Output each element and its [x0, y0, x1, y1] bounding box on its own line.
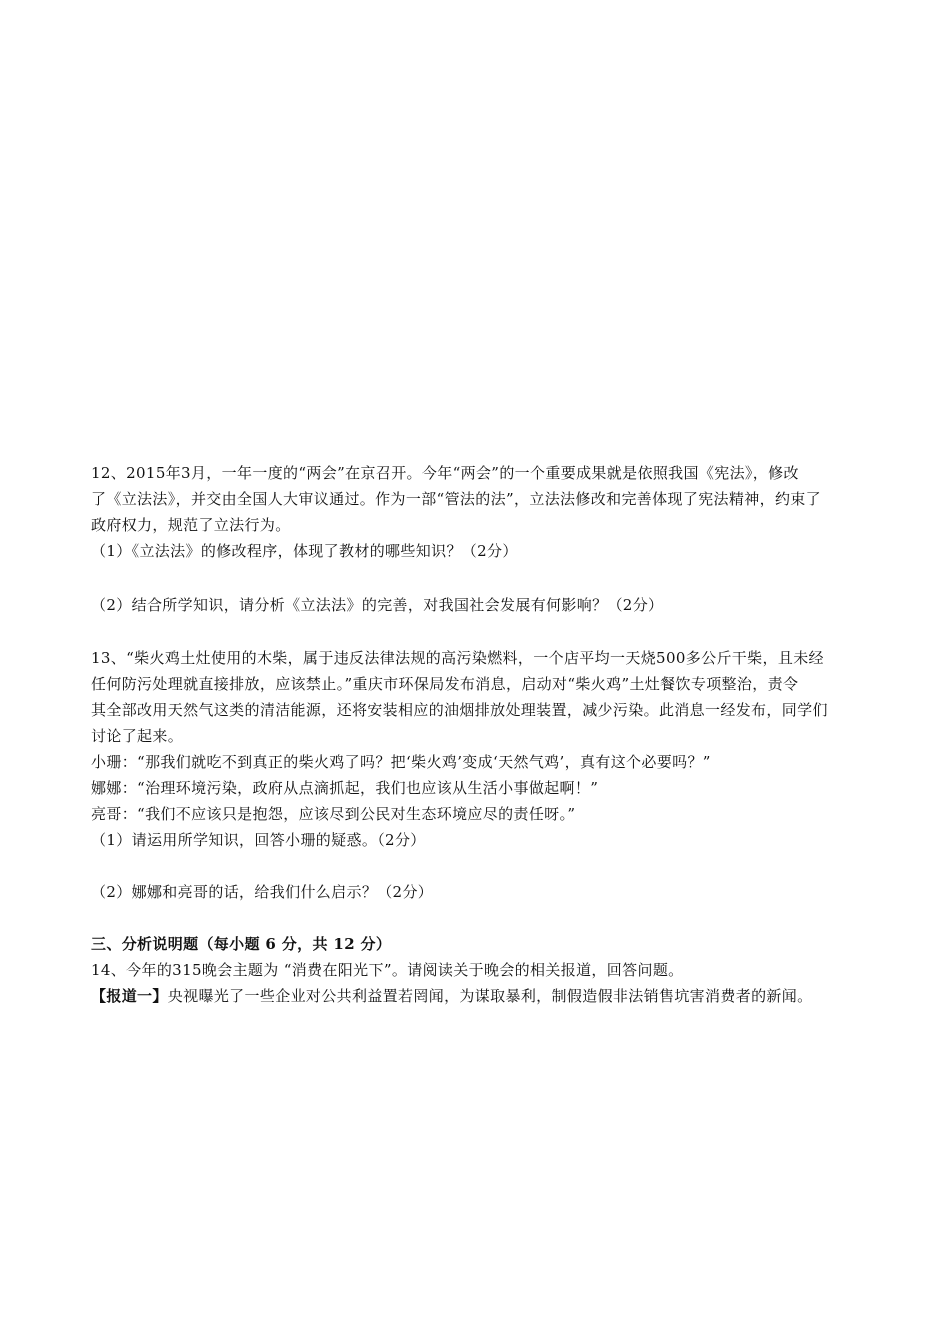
q13-subquestion-2: （2）娜娜和亮哥的话，给我们什么启示？（2分）: [91, 883, 434, 901]
q13-stem-line-2: 任何防污处理就直接排放，应该禁止。”重庆市环保局发布消息，启动对“柴火鸡”土灶餐饮专项整治，责令: [91, 675, 799, 693]
q12-stem-line-1: 12、2015年3月，一年一度的“两会”在京召开。今年“两会”的一个重要成果就是依照我国《宪法》，修改: [91, 464, 799, 482]
q13-dialogue-nana: 娜娜：“治理环境污染，政府从点滴抓起，我们也应该从生活小事做起啊！”: [91, 779, 599, 797]
q13-stem-line-1: 13、“柴火鸡土灶使用的木柴，属于违反法律法规的高污染燃料，一个店平均一天烧500多公斤干柴，且未经: [91, 649, 824, 667]
q14-report-1-tag: 【报道一】: [91, 987, 168, 1005]
q12-stem-line-2: 了《立法法》，并交由全国人大审议通过。作为一部“管法的法”，立法法修改和完善体现了宪法精神，约束了: [91, 490, 821, 508]
q13-dialogue-xiaoshan: 小珊：“那我们就吃不到真正的柴火鸡了吗？把‘柴火鸡’变成‘天然气鸡’，真有这个必要吗？”: [91, 753, 711, 771]
q13-stem-line-3: 其全部改用天然气这类的清洁能源，还将安装相应的油烟排放处理装置，减少污染。此消息一经发布，同学们: [91, 701, 828, 719]
q14-report-1: [91, 986, 812, 1006]
q13-dialogue-liangge: 亮哥：“我们不应该只是抱怨，应该尽到公民对生态环境应尽的责任呀。”: [91, 805, 576, 823]
q13-subquestion-1: （1）请运用所学知识，回答小珊的疑惑。（2分）: [91, 831, 426, 849]
q12-subquestion-2: （2）结合所学知识，请分析《立法法》的完善，对我国社会发展有何影响？（2分）: [91, 596, 664, 614]
section-heading: 三、分析说明题（每小题 6 分，共 12 分）: [91, 935, 392, 953]
q14-stem: 14、今年的315晚会主题为 “消费在阳光下”。请阅读关于晚会的相关报道，回答问题。: [91, 961, 684, 979]
q12-stem-line-3: 政府权力，规范了立法行为。: [91, 516, 291, 534]
q12-subquestion-1: （1）《立法法》的修改程序，体现了教材的哪些知识？（2分）: [91, 542, 518, 560]
q13-stem-line-4: 讨论了起来。: [91, 727, 184, 745]
q14-report-1-text: 央视曝光了一些企业对公共利益置若罔闻，为谋取暴利，制假造假非法销售坑害消费者的新闻。: [167, 987, 813, 1005]
